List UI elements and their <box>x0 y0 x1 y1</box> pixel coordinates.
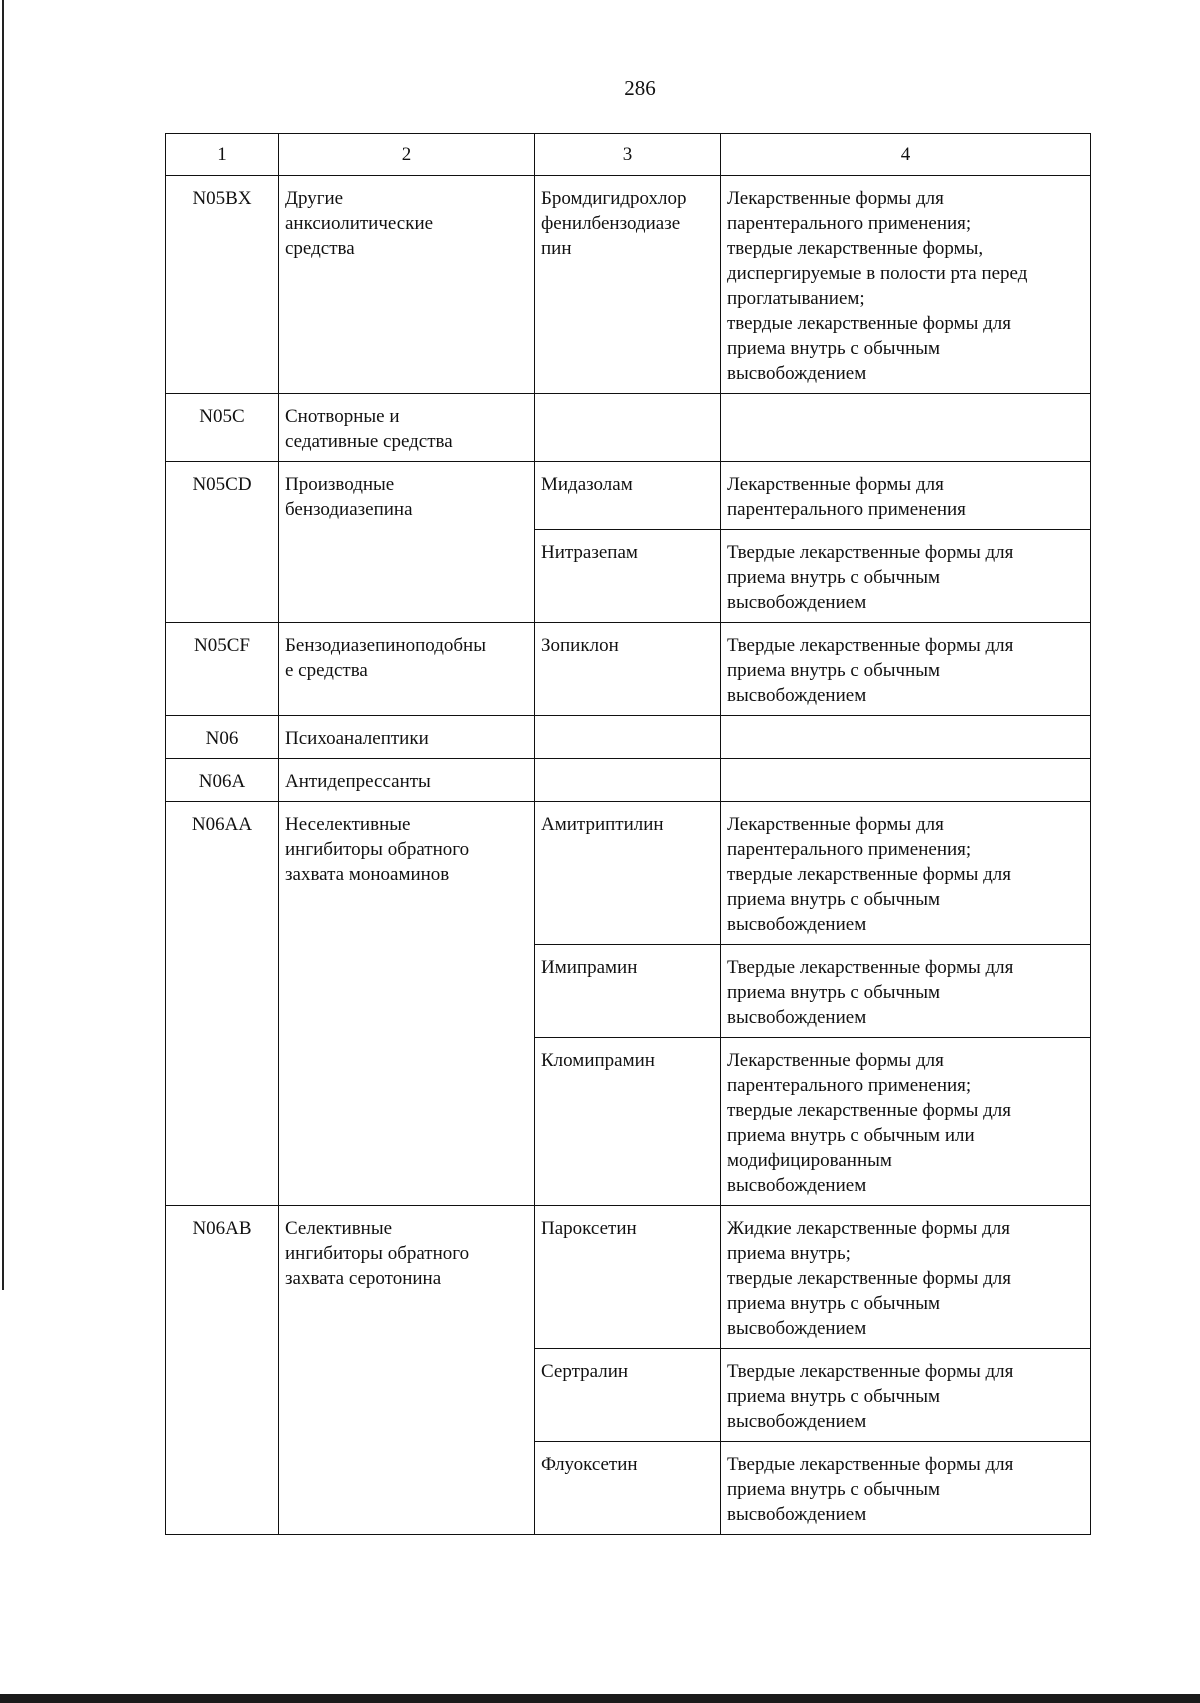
group-name-line: Селективные <box>285 1218 393 1239</box>
dosage-forms-cell <box>721 1206 1091 1349</box>
scan-edge-line <box>2 0 4 1290</box>
dosage-form-line: высвобождением <box>727 592 867 613</box>
drug-name-cell <box>535 394 721 462</box>
dosage-form-line: Лекарственные формы для <box>727 814 944 835</box>
dosage-form-line: высвобождением <box>727 685 867 706</box>
dosage-form-line: твердые лекарственные формы, <box>727 238 984 259</box>
atc-code-cell: N06AA <box>166 802 279 1206</box>
column-header-4: 4 <box>721 134 1091 176</box>
drug-name-cell <box>535 176 721 394</box>
dosage-form-line: твердые лекарственные формы для <box>727 1100 1012 1121</box>
drug-name-line: Кломипрамин <box>541 1050 655 1071</box>
table-row <box>166 176 1091 394</box>
table-body <box>166 134 1091 1535</box>
dosage-form-line: высвобождением <box>727 1175 867 1196</box>
dosage-forms-cell <box>721 759 1091 802</box>
group-name-line: Антидепрессанты <box>285 771 431 792</box>
table-row <box>166 462 1091 530</box>
table-header-row <box>166 134 1091 176</box>
group-name-cell <box>279 176 535 394</box>
drug-name-cell <box>535 1442 721 1535</box>
dosage-form-line: приема внутрь с обычным <box>727 982 941 1003</box>
dosage-form-line: парентерального применения; <box>727 213 972 234</box>
dosage-forms-cell <box>721 176 1091 394</box>
group-name-line: захвата моноаминов <box>285 864 450 885</box>
dosage-form-line: парентерального применения <box>727 499 966 520</box>
dosage-form-line: Твердые лекарственные формы для <box>727 542 1014 563</box>
group-name-line: анксиолитические <box>285 213 434 234</box>
dosage-form-line: Твердые лекарственные формы для <box>727 1454 1014 1475</box>
group-name-line: ингибиторы обратного <box>285 839 470 860</box>
drug-name-line: Зопиклон <box>541 635 619 656</box>
dosage-form-line: высвобождением <box>727 1411 867 1432</box>
group-name-cell <box>279 623 535 716</box>
dosage-form-line: Твердые лекарственные формы для <box>727 635 1014 656</box>
drug-name-cell <box>535 1349 721 1442</box>
dosage-form-line: парентерального применения; <box>727 839 972 860</box>
atc-code-cell: N05CF <box>166 623 279 716</box>
drug-name-line: Нитразепам <box>541 542 638 563</box>
dosage-form-line: модифицированным <box>727 1150 892 1171</box>
drug-name-cell <box>535 716 721 759</box>
drug-name-line: Имипрамин <box>541 957 638 978</box>
drug-name-line: Сертралин <box>541 1361 629 1382</box>
dosage-forms-cell <box>721 716 1091 759</box>
group-name-cell <box>279 462 535 623</box>
dosage-form-line: Лекарственные формы для <box>727 188 944 209</box>
dosage-form-line: диспергируемые в полости рта перед <box>727 263 1028 284</box>
group-name-line: Другие <box>285 188 344 209</box>
dosage-form-line: приема внутрь; <box>727 1243 851 1264</box>
group-name-line: бензодиазепина <box>285 499 413 520</box>
table-row <box>166 716 1091 759</box>
dosage-forms-cell <box>721 394 1091 462</box>
drug-name-line: фенилбензодиазе <box>541 213 681 234</box>
dosage-form-line: приема внутрь с обычным <box>727 889 941 910</box>
dosage-form-line: приема внутрь с обычным <box>727 567 941 588</box>
dosage-form-line: проглатыванием; <box>727 288 865 309</box>
column-header-1: 1 <box>166 134 279 176</box>
dosage-forms-cell <box>721 1349 1091 1442</box>
drug-name-cell <box>535 1038 721 1206</box>
drug-name-cell <box>535 530 721 623</box>
dosage-form-line: приема внутрь с обычным <box>727 660 941 681</box>
dosage-forms-cell <box>721 1038 1091 1206</box>
dosage-form-line: высвобождением <box>727 363 867 384</box>
table-row <box>166 394 1091 462</box>
dosage-form-line: высвобождением <box>727 1318 867 1339</box>
table-row <box>166 759 1091 802</box>
dosage-form-line: высвобождением <box>727 1504 867 1525</box>
group-name-line: Бензодиазепиноподобны <box>285 635 486 656</box>
atc-code-cell: N05BX <box>166 176 279 394</box>
group-name-line: Психоаналептики <box>285 728 429 749</box>
group-name-cell <box>279 802 535 1206</box>
table-row <box>166 623 1091 716</box>
dosage-form-line: твердые лекарственные формы для <box>727 1268 1012 1289</box>
drug-name-cell <box>535 759 721 802</box>
dosage-forms-cell <box>721 530 1091 623</box>
page-number: 286 <box>624 76 656 100</box>
table-row <box>166 1206 1091 1349</box>
drug-name-line: Мидазолам <box>541 474 633 495</box>
dosage-forms-cell <box>721 623 1091 716</box>
dosage-form-line: парентерального применения; <box>727 1075 972 1096</box>
table-row <box>166 802 1091 945</box>
drug-name-line: Бромдигидрохлор <box>541 188 687 209</box>
atc-code-cell: N05CD <box>166 462 279 623</box>
drug-name-cell <box>535 1206 721 1349</box>
dosage-form-line: Твердые лекарственные формы для <box>727 957 1014 978</box>
drug-classification-table <box>165 133 1091 1535</box>
group-name-cell <box>279 716 535 759</box>
drug-name-cell <box>535 802 721 945</box>
dosage-form-line: приема внутрь с обычным <box>727 1293 941 1314</box>
group-name-cell <box>279 394 535 462</box>
dosage-forms-cell <box>721 802 1091 945</box>
group-name-line: Неселективные <box>285 814 411 835</box>
dosage-forms-cell <box>721 1442 1091 1535</box>
group-name-line: Снотворные и <box>285 406 400 427</box>
dosage-form-line: приема внутрь с обычным <box>727 1386 941 1407</box>
column-header-3: 3 <box>535 134 721 176</box>
group-name-line: ингибиторы обратного <box>285 1243 470 1264</box>
dosage-form-line: высвобождением <box>727 1007 867 1028</box>
drug-name-cell <box>535 945 721 1038</box>
dosage-forms-cell <box>721 462 1091 530</box>
dosage-form-line: твердые лекарственные формы для <box>727 864 1012 885</box>
dosage-form-line: приема внутрь с обычным <box>727 338 941 359</box>
drug-name-line: Пароксетин <box>541 1218 637 1239</box>
drug-name-line: пин <box>541 238 572 259</box>
dosage-form-line: приема внутрь с обычным <box>727 1479 941 1500</box>
atc-code-cell: N06A <box>166 759 279 802</box>
column-header-2: 2 <box>279 134 535 176</box>
drug-name-cell <box>535 623 721 716</box>
group-name-cell <box>279 1206 535 1535</box>
group-name-line: седативные средства <box>285 431 453 452</box>
group-name-line: е средства <box>285 660 368 681</box>
drug-name-line: Флуоксетин <box>541 1454 638 1475</box>
dosage-form-line: высвобождением <box>727 914 867 935</box>
group-name-line: захвата серотонина <box>285 1268 442 1289</box>
atc-code-cell: N05C <box>166 394 279 462</box>
dosage-form-line: твердые лекарственные формы для <box>727 313 1012 334</box>
group-name-line: Производные <box>285 474 395 495</box>
drug-name-cell <box>535 462 721 530</box>
dosage-form-line: Жидкие лекарственные формы для <box>727 1218 1010 1239</box>
drug-name-line: Амитриптилин <box>541 814 664 835</box>
atc-code-cell: N06AB <box>166 1206 279 1535</box>
dosage-forms-cell <box>721 945 1091 1038</box>
dosage-form-line: Твердые лекарственные формы для <box>727 1361 1014 1382</box>
group-name-cell <box>279 759 535 802</box>
scan-bottom-edge <box>0 1694 1200 1703</box>
atc-code-cell: N06 <box>166 716 279 759</box>
dosage-form-line: Лекарственные формы для <box>727 474 944 495</box>
dosage-form-line: Лекарственные формы для <box>727 1050 944 1071</box>
dosage-form-line: приема внутрь с обычным или <box>727 1125 975 1146</box>
group-name-line: средства <box>285 238 355 259</box>
